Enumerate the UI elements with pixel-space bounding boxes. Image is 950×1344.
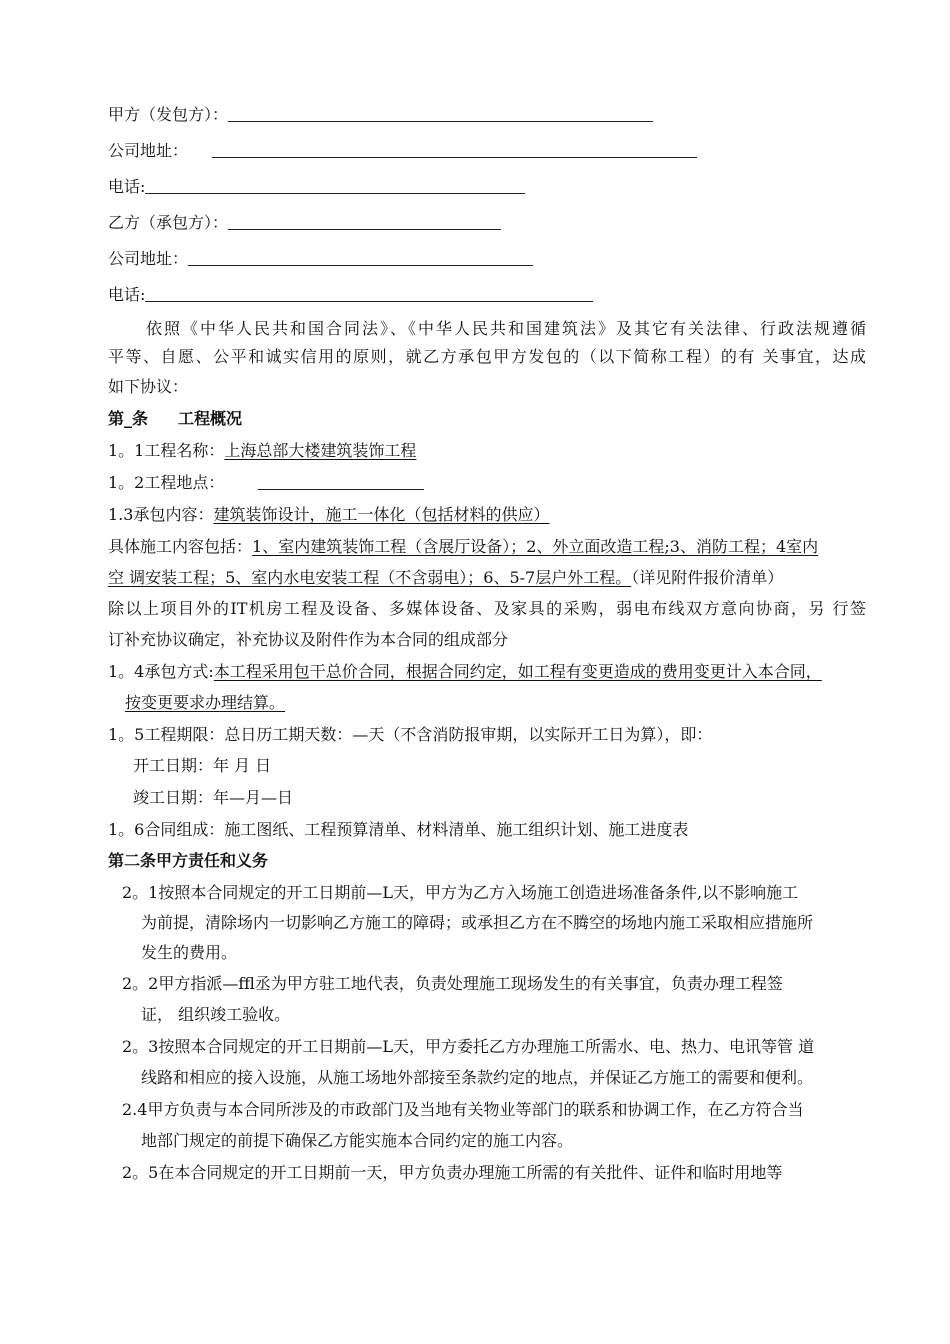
- section-1-title: 工程概况: [178, 409, 243, 428]
- party-b-label: 乙方（承包方）：: [108, 213, 229, 232]
- party-a-label: 甲方（发包方）：: [108, 105, 229, 124]
- phone-a-blank[interactable]: [145, 177, 525, 194]
- end-date-line: 竣工日期：年—月—日: [133, 788, 294, 807]
- clause-2-4-line-2: 地部门规定的前提下确保乙方能实施本合同约定的施工内容。: [141, 1131, 574, 1150]
- party-b-line: [108, 212, 501, 234]
- phone-b-label: 电话:: [108, 285, 146, 304]
- clause-2-1-line-1: 2。1按照本合同规定的开工日期前—L天，甲方为乙方入场施工创造进场准备条件,以不影响施工: [122, 883, 799, 902]
- contract-composition-line: 1。6合同组成：施工图纸、工程预算清单、材料清单、施工组织计划、施工进度表: [108, 820, 689, 839]
- clause-2-3-line-1: 2。3按照本合同规定的开工日期前—L天，甲方委托乙方办理施工所需水、电、热力、电讯等管 道: [122, 1037, 815, 1056]
- contract-mode-value-1: 本工程采用包干总价合同，根据合同约定，如工程有变更造成的费用变更计入本合同，: [213, 662, 822, 681]
- contract-mode-line-1: [108, 661, 822, 683]
- address-a-label: 公司地址：: [108, 141, 189, 160]
- contract-scope-line: [108, 504, 549, 526]
- section-2-heading: 第二条甲方责任和义务: [108, 851, 269, 870]
- project-name-value: 上海总部大楼建筑装饰工程: [224, 441, 417, 460]
- work-detail-line-1: [108, 536, 818, 558]
- intro-line-2: 平等、自愿、公平和诚实信用的原则，就乙方承包甲方发包的（以下简称工程）的有 关事宜，达成: [108, 347, 866, 366]
- address-a-line: [108, 140, 697, 162]
- work-detail-label: 具体施工内容包括：: [108, 537, 253, 556]
- clause-2-1-line-2: 为前提，清除场内一切影响乙方施工的障碍；或承担乙方在不腾空的场地内施工采取相应措施所: [141, 913, 814, 932]
- contract-scope-label: 1.3承包内容：: [108, 505, 214, 524]
- contract-mode-line-2: [125, 692, 285, 714]
- address-b-blank[interactable]: [188, 249, 533, 266]
- phone-b-blank[interactable]: [145, 285, 593, 302]
- party-b-blank[interactable]: [228, 213, 501, 230]
- clause-2-5-line-1: 2。5在本合同规定的开工日期前一天，甲方负责办理施工所需的有关批件、证件和临时用地等: [122, 1163, 783, 1182]
- work-detail-line-2: [108, 567, 783, 589]
- clause-2-2-line-2: 证， 组织竣工验收。: [141, 1005, 291, 1024]
- clause-2-3-line-2: 线路和相应的接入设施，从施工场地外部接至条款约定的地点，并保证乙方施工的需要和便利。: [141, 1068, 814, 1087]
- project-name-label: 1。1工程名称：: [108, 441, 225, 460]
- project-name-line: [108, 440, 416, 462]
- phone-b-line: [108, 284, 593, 306]
- intro-line-1: 依照《中华人民共和国合同法》、《中华人民共和国建筑法》及其它有关法律、行政法规遵循: [146, 319, 866, 338]
- project-period-line: 1。5工程期限：总日历工期天数：—天（不含消防报审期，以实际开工日为算），即：: [108, 725, 713, 744]
- section-1-number: 第_条: [108, 409, 149, 428]
- contract-mode-label: 1。4承包方式:: [108, 662, 214, 681]
- clause-2-4-line-1: 2.4甲方负责与本合同所涉及的市政部门及当地有关物业等部门的联系和协调工作，在乙方符合当: [122, 1100, 804, 1119]
- start-date-line: 开工日期：年 月 日: [133, 756, 272, 775]
- phone-a-line: [108, 176, 525, 198]
- section-1-heading: [108, 408, 242, 430]
- exclusion-line-1: 除以上项目外的IT机房工程及设备、多媒体设备、及家具的采购，弱电布线双方意向协商，另 行签: [108, 599, 866, 618]
- party-a-blank[interactable]: [228, 105, 653, 122]
- phone-a-label: 电话:: [108, 177, 146, 196]
- address-b-label: 公司地址：: [108, 249, 189, 268]
- work-detail-value-1: 1、室内建筑装饰工程（含展厅设备）；2、外立面改造工程;3、消防工程；4室内: [252, 537, 819, 556]
- contract-mode-value-2: 按变更要求办理结算。: [125, 693, 286, 712]
- work-detail-note: （详见附件报价清单）: [631, 568, 784, 587]
- party-a-line: [108, 104, 653, 126]
- exclusion-line-2: 订补充协议确定，补充协议及附件作为本合同的组成部分: [108, 630, 509, 649]
- clause-2-1-line-3: 发生的费用。: [141, 943, 238, 962]
- intro-line-3: 如下协议：: [108, 377, 189, 396]
- work-detail-value-2: 空 调安装工程；5、室内水电安装工程（不含弱电）；6、5-7层户外工程。: [108, 568, 632, 587]
- project-location-blank[interactable]: [258, 473, 424, 490]
- address-b-line: [108, 248, 533, 270]
- clause-2-2-line-1: 2。2甲方指派—ffl丞为甲方驻工地代表，负责处理施工现场发生的有关事宜，负责办理工程签: [122, 974, 783, 993]
- project-location-label: 1。2工程地点：: [108, 473, 225, 492]
- contract-scope-value: 建筑装饰设计，施工一体化（包括材料的供应）: [213, 505, 550, 524]
- project-location-line: [108, 472, 424, 494]
- address-a-blank[interactable]: [212, 141, 697, 158]
